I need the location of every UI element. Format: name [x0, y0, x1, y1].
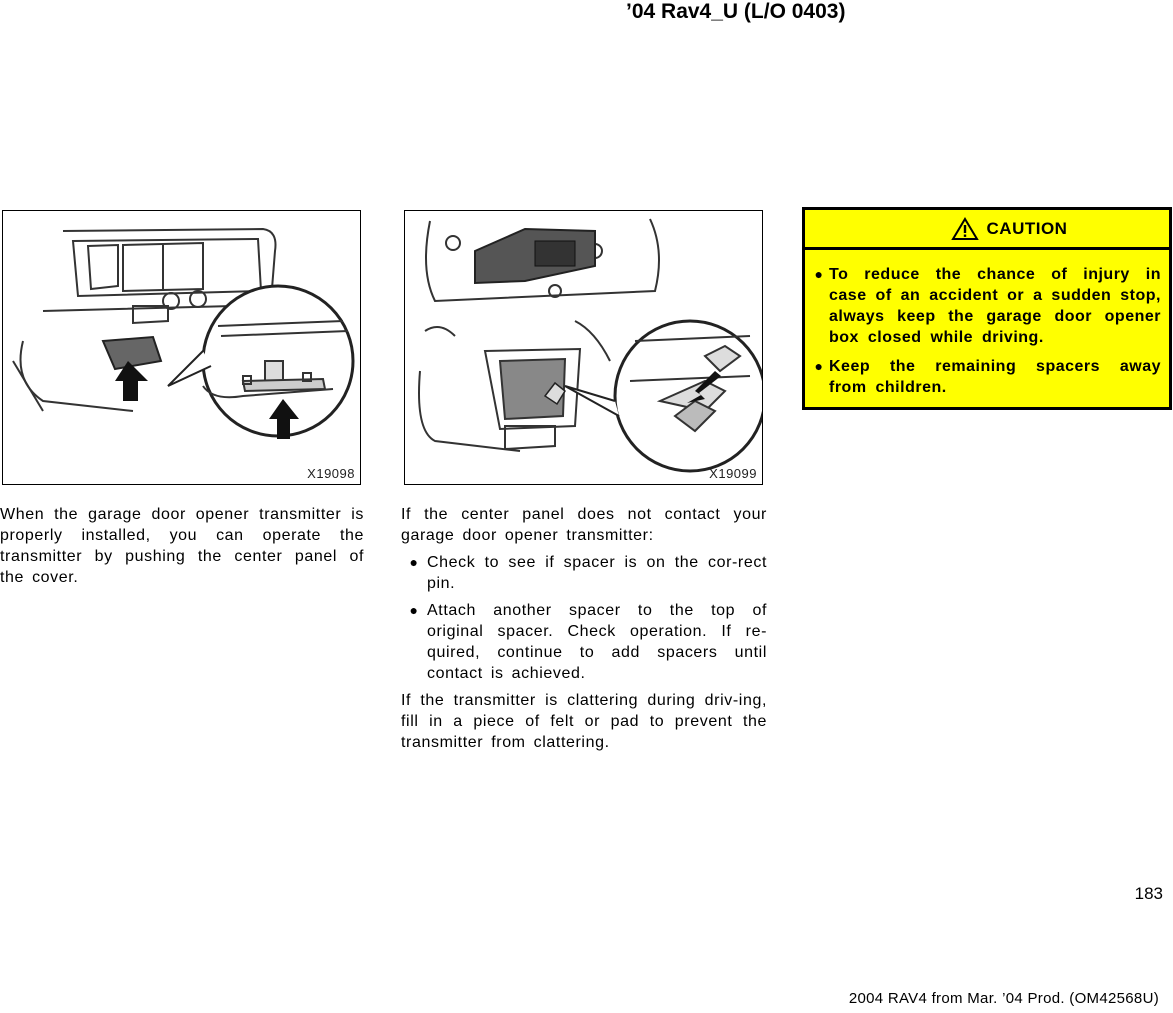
page-footer: 2004 RAV4 from Mar. ’04 Prod. (OM42568U)	[848, 990, 1159, 1007]
header-title: ’04 Rav4_U (L/O 0403)	[626, 0, 846, 23]
page-number: 183	[1134, 884, 1163, 903]
list-item	[401, 552, 767, 594]
column-1	[0, 504, 364, 594]
caution-body	[805, 250, 1169, 398]
list-item-text: Check to see if spacer is on the cor-rect pin.	[427, 554, 767, 592]
list-item	[809, 356, 1161, 398]
spacer-installation-illustration	[405, 211, 762, 484]
figure-cover-panel	[2, 210, 361, 485]
bullet-icon: ●	[814, 266, 824, 282]
list-item	[809, 264, 1161, 348]
intro-paragraph: If the center panel does not contact your garage door opener transmitter:	[401, 506, 767, 544]
figure-code: X19098	[307, 466, 355, 481]
list-item-text: Keep the remaining spacers away from children.	[829, 358, 1161, 396]
list-item-text: Attach another spacer to the top of original spacer. Check operation. If re-quired, continue to add spacers until contact is achieved.	[427, 602, 767, 682]
figure-spacer	[404, 210, 763, 485]
bullet-icon: ●	[814, 358, 824, 374]
bullet-icon: ●	[409, 602, 419, 618]
warning-triangle-icon	[951, 217, 979, 241]
list-item-text: To reduce the chance of injury in case of an accident or a sudden stop, always keep the garage door opener box closed while driving.	[829, 266, 1161, 346]
figure-code: X19099	[709, 466, 757, 481]
caution-header	[805, 210, 1169, 250]
garage-door-opener-cover-illustration	[3, 211, 360, 484]
caution-box	[802, 207, 1172, 410]
paragraph: When the garage door opener transmitter is properly installed, you can operate the transmitter by pushing the center panel of the cover.	[0, 506, 364, 586]
bullet-icon: ●	[409, 554, 419, 570]
column-2	[401, 504, 767, 759]
closing-paragraph: If the transmitter is clattering during driv-ing, fill in a piece of felt or pad to prevent the transmitter from clattering.	[401, 692, 767, 751]
list-item	[401, 600, 767, 684]
caution-title: CAUTION	[986, 218, 1068, 238]
